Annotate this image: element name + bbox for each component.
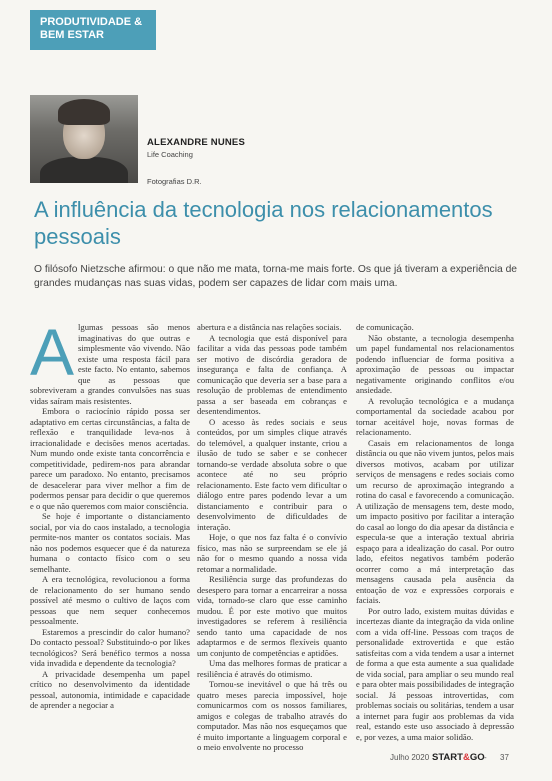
footer-separator: -	[484, 753, 487, 762]
article-lead: O filósofo Nietzsche afirmou: o que não me mata, torna-me mais forte. Os que já tiveram a experiência de grandes mudanças nas suas vidas, podem ser capazes de lidar com mais uma.	[34, 264, 518, 289]
article-column-3	[356, 322, 514, 742]
paragraph: Uma das melhores formas de praticar a resiliência é através do otimismo.	[197, 658, 347, 679]
author-photo	[30, 95, 138, 183]
paragraph: lgumas pessoas são menos imaginativas do que outras e simplesmente vão vivendo. Não existe uma resposta fácil para este facto. No entanto, sabemos que as pessoas que sobreviveram a grandes convulsões nas suas vidas saíram mais resistentes.	[30, 322, 190, 406]
paragraph: A privacidade desempenha um papel crítico no desenvolvimento da identidade pessoal, autonomia, intimidade e capacidade de aprender a negociar a	[30, 668, 190, 710]
paragraph: A era tecnológica, revolucionou a forma de relacionamento do ser humano sendo possível até mesmo o cultivo de laços com pessoas que nem sequer conhecemos pessoalmente.	[30, 574, 190, 626]
paragraph: de comunicação.	[356, 322, 414, 332]
paragraph: abertura e a distância nas relações sociais.	[197, 322, 342, 332]
issue-date: Julho 2020	[390, 753, 430, 762]
paragraph: Estaremos a prescindir do calor humano? Do contacto pessoal? Substituindo-o por likes tecnológicos? Será benéfico termos a nossa vida invadida e dependente da tecnologia?	[30, 626, 190, 668]
article-column-1	[30, 315, 190, 711]
paragraph: Hoje, o que nos faz falta é o convívio físico, mas não se surpreendam se ele já não for o mesmo quando a nossa vida retomar a normalidade.	[197, 532, 347, 574]
paragraph: Não obstante, a tecnologia desempenha um papel fundamental nos relacionamentos podendo influenciar de forma positiva a aproximação de pessoas ou impactar negativamente originando conflitos e/ou ansiedade.	[356, 332, 514, 395]
author-role: Life Coaching	[147, 150, 193, 159]
paragraph: Embora o raciocínio rápido possa ser adaptativo em certas circunstâncias, a falta de reflexão e tranquilidade leva-nos à irracionalidade e decisões menos acertadas. Num mundo onde existe tanta concorrência e competitividade, pedirem-nos para abrandar parece um paradoxo. No entanto, precisamos de desacelerar para viver melhor a fim de podermos pensar para decidir o que queremos e o que não queremos com maior consciência.	[30, 406, 190, 511]
photo-credit: Fotografias D.R.	[147, 177, 202, 186]
paragraph: A tecnologia que está disponível para facilitar a vida das pessoas pode também ser motivo de discórdia geradora de insegurança e falta de confiança. A comunicação que deveria ser a base para a resolução de problemas de entendimento passa a ser baseada em cobranças e desentendimentos.	[197, 332, 347, 416]
paragraph: Casais em relacionamentos de longa distância ou que não vivem juntos, pelos mais diversos motivos, acabam por utilizar serviços de mensagens e redes sociais como um recurso de aproximação integrando a rotina do casal e favorecendo a comunicação. A utilização de mensagens tem, deste modo, um impacto positivo por facilitar a interação do casal ao longo do dia apesar da distância e especula-se que a interação textual abriria espaço para a idealização do casal. Por outro lado, efeitos negativos também poderão ocorrer como a má interpretação das mensagens causada pela ausência da entoação de voz e expressões corporais e faciais.	[356, 437, 515, 605]
article-title: A influência da tecnologia nos relacionamentos pessoais	[34, 197, 493, 249]
article-column-2	[197, 322, 347, 753]
paragraph: Por outro lado, existem muitas dúvidas e incertezas diante da integração da vida online com a vida off-line. Pessoas com traços de personalidade extrovertida e que estão satisfeitas com a vida tendem a usar a internet de forma a que esta aumente a sua qualidade de vida social, para ampliar o seu mundo real e para obter mais possibilidades de integração social. Já pessoas introvertidas, com problemas sociais ou solitárias, tendem a usar a internet para fugir aos problemas da vida real, estando este uso associado à depressão e, por vezes, a uma maior solidão.	[356, 605, 514, 742]
paragraph: O acesso às redes sociais e seus conteúdos, por um simples clique através do telemóvel, a qualquer instante, criou a ilusão de tudo se saber e se conhecer tornando-se verdade absoluta sobre o que acontece até no seu próprio relacionamento. Este facto vem dificultar o diálogo entre pares podendo levar a um distanciamento e contribuir para o desenvolvimento de dificuldades de interação.	[197, 416, 347, 532]
paragraph: A revolução tecnológica e a mudança comportamental da sociedade acabou por tornar aceitável hoje, novas formas de relacionamento.	[356, 395, 514, 437]
drop-cap: A	[30, 315, 75, 389]
paragraph: Tornou-se inevitável o que há três ou quatro meses parecia impossível, hoje comunicarmos com os nossos familiares, amigos e colegas de trabalho através do computador. Mas não nos esqueçamos que é muito importante a linguagem corporal e o meio envolvente no processo	[197, 679, 347, 752]
paragraph: Resiliência surge das profundezas do desespero para tornar a encarreirar a nossa vida, tornado-se claro que esse caminho mudou. É por este motivo que muitos investigadores se referem à resiliência sendo tanto uma capacidade de nos adaptarmos e de sermos flexíveis quanto um conjunto de competências e aptidões.	[197, 574, 347, 658]
author-name: ALEXANDRE NUNES	[147, 137, 246, 148]
section-tag: PRODUTIVIDADE & BEM ESTAR	[30, 10, 156, 50]
paragraph: Se hoje é importante o distanciamento social, por via do caos instalado, a tecnologia permite-nos manter os contatos sociais. Mas não nos podemos esquecer que é da natureza humana o contacto físico com o seu semelhante.	[30, 511, 190, 574]
page-number: 37	[500, 753, 509, 762]
brand-logo: START&GO	[432, 752, 485, 763]
